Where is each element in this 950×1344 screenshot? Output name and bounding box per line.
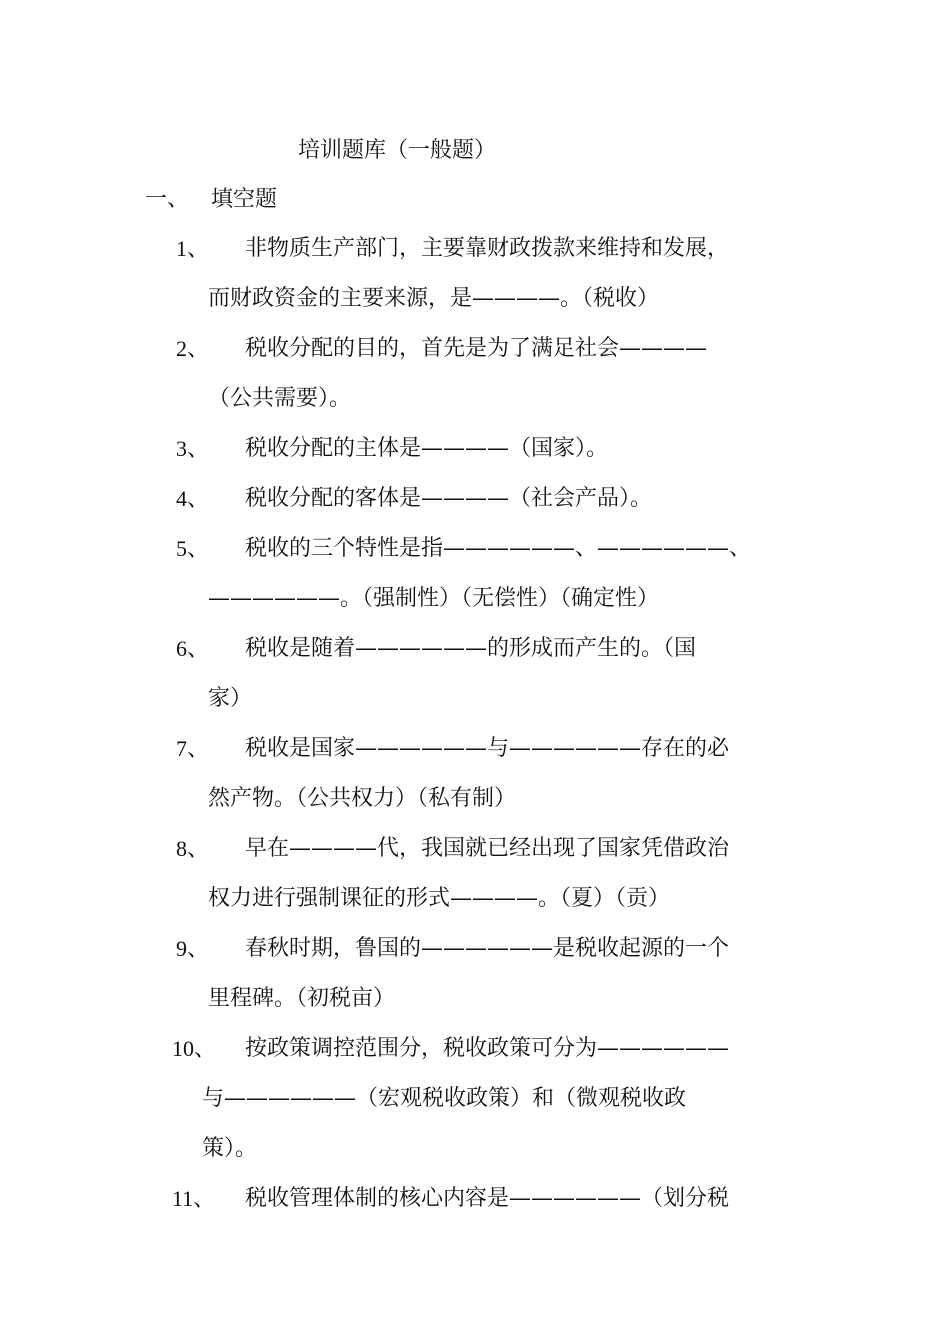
question-number: 10、 (172, 1036, 217, 1061)
question-number: 2、 (176, 336, 210, 361)
question-item (172, 424, 812, 474)
question-text-line: 税收分配的主体是————（国家）。 (245, 436, 609, 461)
question-number: 11、 (172, 1186, 216, 1211)
question-item (172, 474, 812, 524)
question-text-line: 早在————代，我国就已经出现了国家凭借政治 (245, 836, 730, 861)
question-text-line: 与——————（宏观税收政策）和（微观税收政 (202, 1086, 687, 1111)
question-text-line: 税收是随着——————的形成而产生的。（国 (245, 636, 697, 661)
question-number: 9、 (176, 936, 210, 961)
question-text-line: 税收的三个特性是指——————、——————、 (245, 536, 752, 561)
question-text-line: （公共需要）。 (208, 386, 352, 411)
question-text-line: 税收分配的客体是————（社会产品）。 (245, 486, 653, 511)
question-text-line: 税收是国家——————与——————存在的必 (245, 736, 730, 761)
question-text-line: ——————。（强制性）（无偿性）（确定性） (208, 586, 660, 611)
question-number: 8、 (176, 836, 210, 861)
question-item (172, 324, 812, 424)
question-text-line: 策）。 (202, 1136, 258, 1161)
question-item (172, 824, 812, 924)
question-text-line: 税收分配的目的，首先是为了满足社会———— (245, 336, 708, 361)
question-text-line: 权力进行强制课征的形式————。（夏）（贡） (208, 886, 671, 911)
question-item (172, 524, 812, 624)
question-item (172, 224, 812, 324)
question-item (172, 1174, 812, 1224)
question-text-line: 家） (208, 686, 253, 711)
section-label: 填空题 (211, 187, 278, 212)
question-number: 1、 (176, 236, 210, 261)
question-number: 5、 (176, 536, 210, 561)
question-item (172, 924, 812, 1024)
question-number: 7、 (176, 736, 210, 761)
question-number: 6、 (176, 636, 210, 661)
question-text-line: 而财政资金的主要来源，是————。（税收） (208, 286, 660, 311)
question-item (172, 624, 812, 724)
question-number: 3、 (176, 436, 210, 461)
question-text-line: 税收管理体制的核心内容是——————（划分税 (245, 1186, 730, 1211)
question-text-line: 非物质生产部门，主要靠财政拨款来维持和发展， (245, 236, 730, 261)
question-text-line: 里程碑。（初税亩） (208, 986, 396, 1011)
question-number: 4、 (176, 486, 210, 511)
section-number: 一、 (145, 187, 190, 212)
document-title: 培训题库（一般题） (298, 138, 497, 163)
section-heading (145, 185, 277, 215)
question-item (172, 1024, 812, 1174)
question-text-line: 春秋时期，鲁国的——————是税收起源的一个 (245, 936, 730, 961)
question-text-line: 按政策调控范围分，税收政策可分为—————— (245, 1036, 730, 1061)
question-text-line: 然产物。（公共权力）（私有制） (208, 786, 517, 811)
question-item (172, 724, 812, 824)
